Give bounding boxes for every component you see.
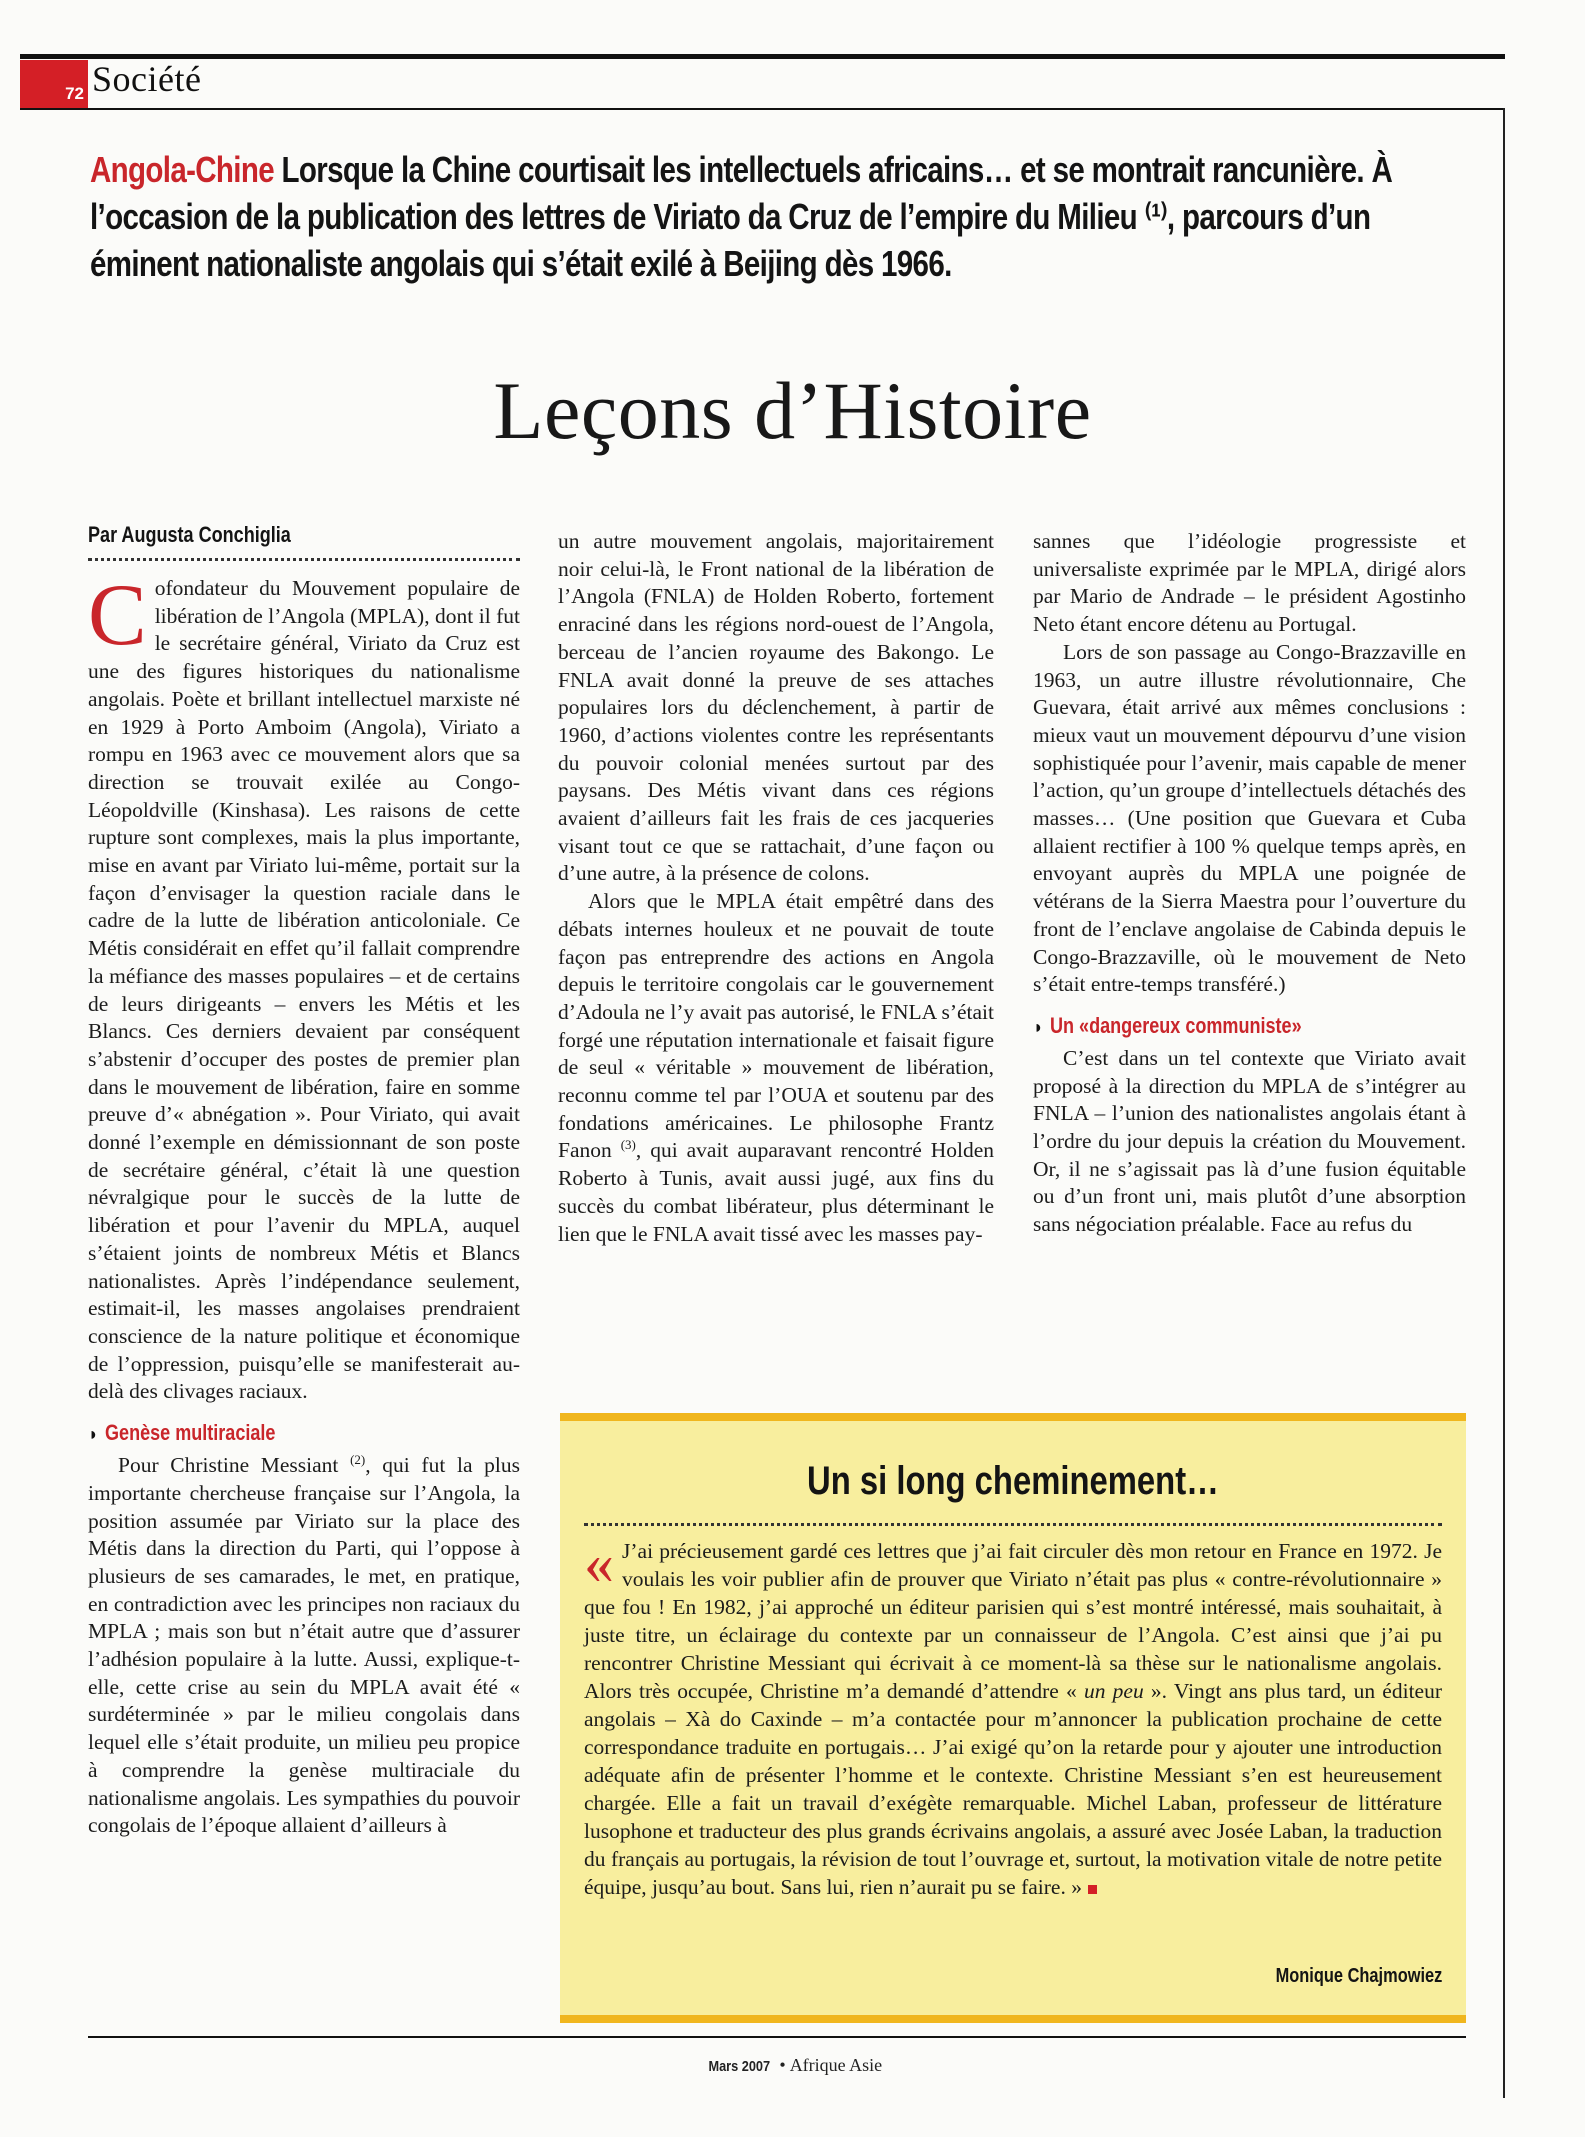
subheading (1033, 1013, 1466, 1039)
subheading-text: Genèse multiraciale (104, 1420, 276, 1446)
article-column-1 (88, 522, 520, 1840)
paragraph: C’est dans un tel contexte que Viriato avait proposé à la direction du MPLA de s’intégrer au FNLA – l’union des nationalistes angolais étant à l’ordre du jour depuis la création du Mouvement. Or, il ne s’agissait pas là d’une fusion équitable ou d’un front uni, mais plutôt d’une absorption sans négociation préalable. Face au refus du (1033, 1045, 1466, 1237)
footer-date: Mars 2007 (708, 2058, 770, 2075)
paragraph: Lors de son passage au Congo-Brazzaville en 1963, un autre illustre révolutionnaire, Che Guevara, était arrivé aux mêmes conclusions : mieux vaut un mouvement dépourvu d’une vision sophistiquée pour l’avenir, mais capable de mener l’action, qu’un groupe d’intellectuels détachés des masses… (Une position que Guevara et Cuba allaient rectifier à 100 % quelque temps après, en envoyant auprès du MPLA une poignée de vétérans de la Sierra Maestra pour l’ouverture du front de l’enclave angolaise de Cabinda depuis le Congo-Brazzaville, où le mouvement de Neto s’était entre-temps transféré.) (1033, 639, 1466, 997)
article-headline: Leçons d’Histoire (493, 365, 1092, 456)
bullet-icon: ◗ (1033, 1016, 1044, 1037)
paragraph (558, 888, 994, 1248)
quote-mark-icon: « (584, 1530, 614, 1596)
paragraph-text: Alors que le MPLA était empêtré dans des débats internes houleux et ne pouvait de toute façon pas entreprendre des actions en Angola depuis le territoire congolais car le gouvernement d’Adoula ne l’y avait pas autorisé, le FNLA s’était forgé une réputation internationale et faisait figure de seul « véritable » mouvement de libération, reconnu comme tel par l’OUA et soutenu par des fondations américaines. Le philosophe Frantz Fanon (558, 889, 994, 1163)
sidebar-box (560, 1413, 1466, 2023)
paragraph-text: ofondateur du Mouvement populaire de libération de l’Angola (MPLA), dont il fut le secrétaire général, Viriato da Cruz est une des figures historiques du nationalisme angolais. Poète et brillant intellectuel marxiste né en 1929 à Porto Amboim (Angola), Viriato a rompu en 1963 avec ce mouvement alors que sa direction se trouvait exilée au Congo-Léopoldville (Kinshasa). Les raisons de cette rupture sont complexes, mais la plus importante, mise en avant par Viriato lui-même, portait sur la façon d’envisager la question raciale dans le cadre de la lutte de libération anticoloniale. Ce Métis considérait en effet qu’il fallait comprendre la méfiance des masses populaires – et de certains de leurs dirigeants – envers les Métis et les Blancs. Ces derniers devaient par conséquent s’abstenir d’occuper des postes de premier plan dans le mouvement de libération, faire en somme preuve d’« abnégation ». Pour Viriato, qui avait donné l’exemple en démissionnant de son poste de secrétaire général, c’était là une question névralgique pour le succès de la lutte de libération et pour l’avenir du MPLA, auquel s’étaient joints de nombreux Métis et Blancs nationalistes. Après l’indépendance seulement, estimait-il, les masses angolaises prendraient conscience de la nature politique et économique de l’oppression, puisqu’elle se manifesterait au-delà des clivages raciaux. (88, 576, 520, 1404)
footnote-ref: (3) (620, 1137, 636, 1153)
paragraph (88, 567, 520, 1406)
byline: Par Augusta Conchiglia (88, 522, 291, 547)
article-column-2 (558, 528, 994, 1248)
lede (90, 146, 1484, 287)
sidebar-signature: Monique Chajmowiez (1275, 1965, 1442, 1987)
top-rule (20, 54, 1505, 59)
page-footer (0, 2055, 1585, 2076)
bullet-icon: ◗ (88, 1424, 99, 1445)
subheading (88, 1420, 520, 1446)
lede-text: Lorsque la Chine courtisait les intellectuels africains… et se montrait rancunière. À l’occasion de la publication des lettres de Viriato da Cruz de l’empire du Milieu ⁽¹⁾, parcours d’un éminent nationaliste angolais qui s’était exilé à Beijing dès 1966. (90, 149, 1393, 284)
footer-bullet-icon: • (779, 2055, 786, 2075)
quote-text: J’ai précieusement gardé ces lettres que j’ai fait circuler dès mon retour en France en 1972. Je voulais les voir publier afin de prouver que Viriato n’était pas plus « contre-révolutionnaire » que fou ! En 1982, j’ai approché un éditeur parisien qui s’est montré intéressé, mais souhaitait, à juste titre, un éclairage du contexte par un connaisseur de l’Angola. C’est ainsi que j’ai pu rencontrer Christine Messiant qui écrivait à ce moment-là sa thèse sur le nationalisme angolais. Alors très occupée, Christine m’a demandé d’attendre « (584, 1539, 1442, 1703)
quote-emphasis: un peu (1083, 1679, 1144, 1703)
paragraph (88, 1452, 520, 1840)
sidebar-quote (584, 1530, 1442, 1901)
paragraph-text: , qui fut la plus importante chercheuse française sur l’Angola, la position assumée par Viriato sur la place des Métis dans la direction du Parti, qui l’oppose à plusieurs de ses camarades, le met, en pratique, en contradiction avec les principes non raciaux du MPLA ; mais son but n’était autre que d’assurer l’adhésion populaire à la lutte. Aussi, explique-t-elle, cette crise au sein du MPLA avait été « surdéterminée » par le milieu congolais dans lequel elle s’était produite, un milieu peu propice à comprendre la genèse multiraciale du nationalisme angolais. Les sympathies du pouvoir congolais de l’époque allaient d’ailleurs à (88, 1453, 520, 1838)
lede-kicker: Angola-Chine (90, 149, 275, 190)
drop-cap: C (88, 567, 147, 664)
sidebar-title: Un si long cheminement… (807, 1459, 1219, 1503)
bottom-rule (88, 2036, 1466, 2038)
sidebar-divider (584, 1523, 1442, 1526)
footer-magazine: Afrique Asie (789, 2055, 883, 2075)
paragraph: un autre mouvement angolais, majoritairement noir celui-là, le Front national de la libération de l’Angola (FNLA) de Holden Roberto, fortement enraciné dans les régions nord-ouest de l’Angola, berceau de l’ancien royaume des Bakongo. Le FNLA avait donné la preuve de ses attaches populaires lors du déclenchement, à partir de 1960, d’actions violentes contre les représentants du pouvoir colonial menées surtout par des paysans. Des Métis vivant dans ces régions avaient d’ailleurs fait les frais de ces jacqueries visant tout ce que se rattachait, d’une façon ou d’une autre, à la présence de colons. (558, 529, 994, 886)
quote-text: ». Vingt ans plus tard, un éditeur angolais – Xà do Caxinde – m’a contactée pour m’annoncer la publication prochaine de cette correspondance traduite en portugais… J’ai exigé qu’on la retarde pour y ajouter une introduction adéquate afin de présenter l’homme et le contexte. Christine Messiant s’en est heureusement chargée. Elle a fait un travail d’exégète remarquable. Michel Laban, professeur de littérature lusophone et traducteur des plus grands écrivains angolais, a assuré avec Josée Laban, la traduction du français au portugais, la révision de tout l’ouvrage et, surtout, la motivation vitale de notre petite équipe, jusqu’au bout. Sans lui, rien n’aurait pu se faire. » (584, 1679, 1442, 1899)
paragraph: sannes que l’idéologie progressiste et universaliste exprimée par le MPLA, dirigé alors par Mario de Andrade – le président Agostinho Neto étant encore détenu au Portugal. (1033, 529, 1466, 637)
end-mark-icon (1088, 1885, 1097, 1894)
article-column-3 (1033, 528, 1466, 1239)
paragraph-text: , qui avait auparavant rencontré Holden Roberto à Tunis, avait aussi jugé, aux fins du succès du combat libérateur, plus déterminant le lien que le FNLA avait tissé avec les masses pay- (558, 1138, 994, 1246)
footnote-ref: (2) (350, 1451, 366, 1467)
section-rule (20, 108, 1505, 110)
section-title: Société (92, 59, 202, 99)
subheading-text: Un «dangereux communiste» (1049, 1012, 1302, 1038)
page-number: 72 (20, 60, 88, 110)
paragraph-text: Pour Christine Messiant (118, 1453, 351, 1478)
byline-divider (88, 558, 520, 561)
